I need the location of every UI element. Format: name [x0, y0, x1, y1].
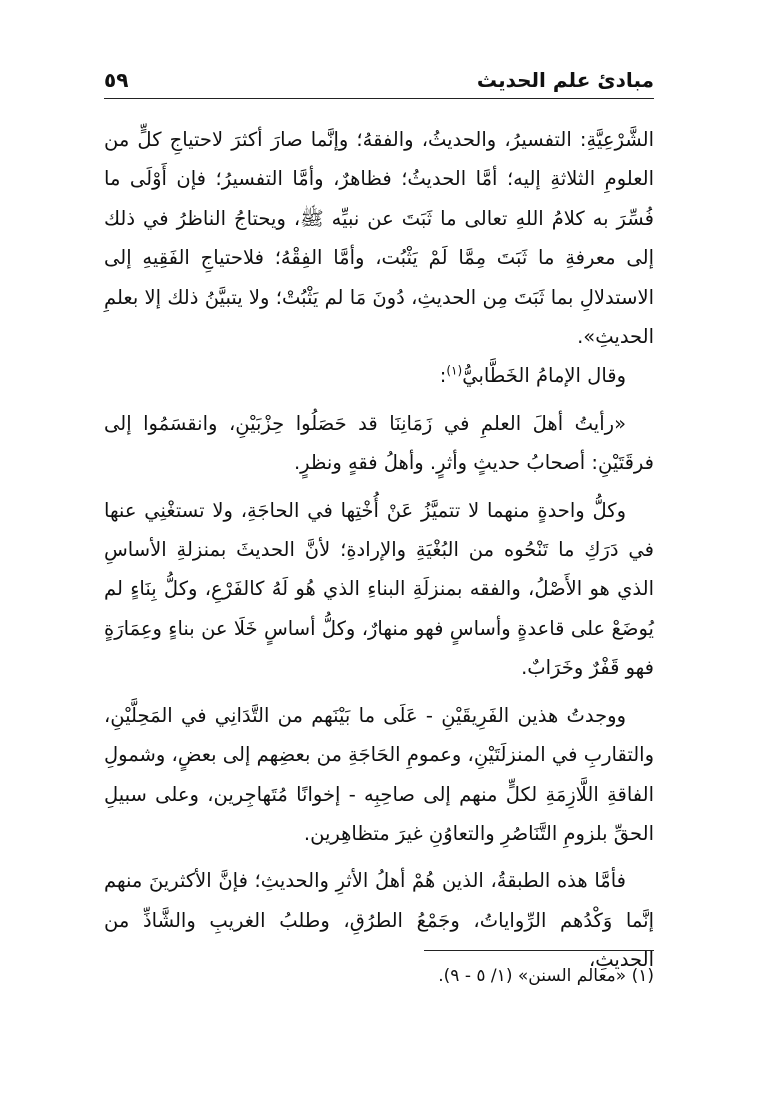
paragraph-2 — [104, 356, 654, 395]
page-number: ٥٩ — [104, 68, 129, 92]
footnote-marker: (١) — [446, 363, 463, 378]
running-title: مبادئ علم الحديث — [476, 68, 654, 92]
paragraph-3: «رأيتُ أهلَ العلمِ في زَمَانِنَا قد حَصَلُوا حِزْبَيْنِ، وانقسَمُوا إلى فرقَتَيْنِ: أصحابُ حديثٍ وأثرٍ. وأهلُ فقهٍ ونظرٍ. — [104, 411, 654, 475]
page-body — [104, 120, 654, 980]
paragraph-2-colon: : — [439, 364, 447, 388]
footnote: (١) «معالم السنن» (١/ ٥ - ٩). — [438, 966, 654, 986]
paragraph-6: فأمَّا هذه الطبقةُ، الذين هُمْ أهلُ الأثرِ والحديثِ؛ فإنَّ الأكثرينَ منهم إنَّما وَكْدُهم الرِّواياتُ، وجَمْعُ الطرُقِ، وطلبُ الغريبِ والشَّاذِّ من الحديثِ، — [104, 869, 654, 972]
paragraph-1: الشَّرْعِيَّةِ: التفسيرُ، والحديثُ، والفقهُ؛ وإنَّما صارَ أكثرَ لاحتياجِ كلٍّ من العلومِ الثلاثةِ إليه؛ أمَّا الحديثُ؛ فظاهرٌ، وأمَّا التفسيرُ؛ فإن أَوْلَى ما فُسِّرَ به كلامُ اللهِ تعالى ما ثَبَتَ عن نبيِّه ﷺ، ويحتاجُ الناظرُ في ذلك إلى معرفةِ ما ثَبَتَ مِمَّا لَمْ يَثْبُت، وأمَّا الفِقْهُ؛ فلاحتياجِ الفَقِيهِ إلى الاستدلالِ بما ثَبَتَ مِن الحديثِ، دُونَ مَا لم يَثْبُتْ؛ ولا يتبيَّنُ ذلك إلا بعلمِ الحديثِ». — [104, 128, 654, 349]
header-rule — [104, 98, 654, 99]
paragraph-5: ووجدتُ هذين الفَرِيقَيْنِ - عَلَى ما بَيْنَهم من التَّدَانِي في المَحِلَّيْنِ، والتقاربِ في المنزلَتَيْنِ، وعمومِ الحَاجَةِ من بعضِهم إلى بعضٍ، وشمولِ الفاقةِ اللَّازِمَةِ لكلٍّ منهم إلى صاحِبِه - إخوانًا مُتَهاجِرين، وعلى سبيلِ الحقِّ بلزومِ التَّنَاصُرِ والتعاوُنِ غيرَ متظاهِرين. — [104, 703, 654, 845]
paragraph-2-text: وقال الإمامُ الخَطَّابيُّ — [462, 364, 626, 388]
footnote-rule — [424, 950, 654, 951]
page-header — [104, 58, 654, 92]
paragraph-4: وكلُّ واحدةٍ منهما لا تتميَّزُ عَنْ أُخْتِها في الحاجَةِ، ولا تستغْنِي عنها في دَرَكِ ما تَنْحُوه من البُغْيَةِ والإرادةِ؛ لأنَّ الحديثَ بمنزلةِ الأساسِ الذي هو الأَصْلُ، والفقه بمنزلَةِ البناءِ الذي هُو لَهُ كالفَرْعِ، وكلُّ بِنَاءٍ لم يُوضَعْ على قاعدةٍ وأساسٍ فهو منهارٌ، وكلُّ أساسٍ خَلَا عن بناءٍ وعِمَارَةٍ فهو قَفْرٌ وخَرَابٌ. — [104, 498, 654, 680]
